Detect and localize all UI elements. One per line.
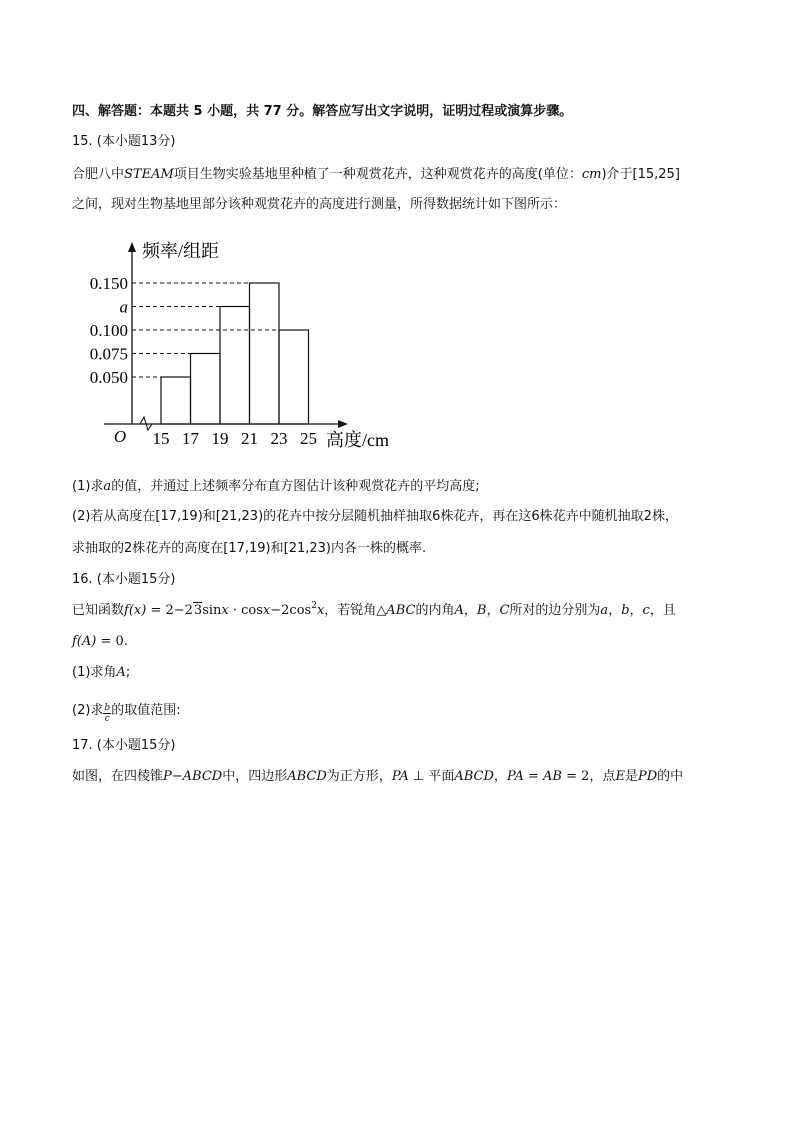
q15-text: 项目生物实验基地里种植了一种观赏花卉，这种观赏花卉的高度(单位： bbox=[173, 167, 582, 182]
q16-part1 bbox=[72, 664, 130, 682]
y-tick-label: 0.075 bbox=[89, 344, 128, 364]
q17-equation: PA = AB = bbox=[506, 769, 582, 784]
q16-eq: = 2−2 bbox=[146, 603, 193, 618]
q16-side-a: a bbox=[600, 603, 609, 618]
q16-sep: ， bbox=[608, 603, 622, 618]
y-axis-label: 频率/组距 bbox=[142, 241, 220, 261]
q16-sep: ， bbox=[463, 603, 477, 618]
q17-text: 中，四边形 bbox=[222, 769, 288, 784]
q17-pd: PD bbox=[637, 769, 658, 784]
sqrt-sign: 3 bbox=[193, 603, 203, 618]
q16-cos2: −2cos bbox=[270, 603, 312, 618]
histogram-bar bbox=[191, 354, 221, 425]
y-tick-label: 0.150 bbox=[89, 274, 128, 293]
q17-text: ， bbox=[493, 769, 507, 784]
histogram-bar bbox=[161, 377, 191, 424]
q17-line1 bbox=[72, 768, 683, 786]
y-tick-label: 0.050 bbox=[89, 368, 128, 387]
q16-text: 的取值范围: bbox=[111, 703, 181, 718]
fraction-numerator: b bbox=[104, 703, 111, 713]
q17-text: 为正方形， bbox=[326, 769, 392, 784]
q17-text: 是 bbox=[624, 769, 638, 784]
q16-triangle: △ABC bbox=[376, 603, 416, 618]
q16-x: x bbox=[262, 603, 271, 618]
q16-side-c: c bbox=[642, 603, 650, 618]
q16-sep: ， bbox=[629, 603, 643, 618]
histogram-bar bbox=[220, 307, 250, 425]
q17-pyramid: P−ABCD bbox=[163, 769, 223, 784]
q16-line1 bbox=[72, 602, 676, 620]
q17-text: 的中 bbox=[657, 769, 684, 784]
var-a: a bbox=[103, 479, 112, 494]
q16-text: (1)求角 bbox=[72, 665, 117, 680]
x-tick-label: 15 bbox=[152, 429, 170, 448]
x-tick-label: 17 bbox=[182, 429, 199, 448]
q15-text: 合肥八中 bbox=[72, 167, 125, 182]
q16-text: 已知函数 bbox=[72, 603, 125, 618]
q15-part2-line1: (2)若从高度在[17,19)和[21,23)的花卉中按分层随机抽样抽取6株花卉，再在这6株花卉中随机抽取2株， bbox=[72, 509, 678, 524]
q15-part2-line2: 求抽取的2株花卉的高度在[17,19)和[21,23)内各一株的概率. bbox=[72, 541, 427, 556]
q16-angle-c: C bbox=[499, 603, 510, 618]
q17-text: ，点 bbox=[589, 769, 616, 784]
q16-header: 16. (本小题15分) bbox=[72, 572, 176, 587]
q15-intro-line2: 之间，现对生物基地里部分该种观赏花卉的高度进行测量，所得数据统计如下图所示： bbox=[72, 197, 567, 212]
q16-square: 2 bbox=[311, 601, 317, 611]
q16-sin: sin bbox=[202, 603, 222, 618]
q15-unit: cm bbox=[581, 167, 602, 182]
q16-text: 的内角 bbox=[415, 603, 455, 618]
q17-two: 2 bbox=[581, 769, 590, 784]
q16-fA: f(A) bbox=[72, 634, 97, 649]
q15-steam: STEAM bbox=[124, 167, 174, 182]
q16-side-b: b bbox=[621, 603, 630, 618]
q17-quad: ABCD bbox=[287, 769, 327, 784]
x-tick-label: 23 bbox=[270, 429, 288, 448]
q17-pa: PA bbox=[391, 769, 409, 784]
frequency-histogram bbox=[80, 235, 400, 460]
histogram-bar bbox=[279, 330, 309, 424]
q17-perp: ⊥ 平面 bbox=[408, 769, 455, 784]
q16-fx: f(x) bbox=[124, 603, 147, 618]
q15-text: (1)求 bbox=[72, 479, 104, 494]
y-tick-label: a bbox=[119, 297, 128, 317]
histogram-bar bbox=[250, 283, 280, 424]
q17-plane: ABCD bbox=[454, 769, 494, 784]
fraction-denominator: c bbox=[104, 714, 110, 724]
q16-text: ，若锐角 bbox=[324, 603, 377, 618]
y-tick-label: 0.100 bbox=[89, 321, 128, 340]
q16-eq0: = 0. bbox=[96, 634, 128, 649]
q16-text: ; bbox=[125, 665, 131, 680]
q15-text: )介于[15,25] bbox=[601, 167, 680, 182]
q16-sep: ， bbox=[486, 603, 500, 618]
q16-text: (2)求 bbox=[72, 703, 104, 718]
q15-header: 15. (本小题13分) bbox=[72, 134, 176, 149]
q16-x: x bbox=[316, 603, 325, 618]
x-tick-label: 25 bbox=[300, 429, 317, 448]
y-axis-arrow bbox=[128, 242, 136, 252]
q16-part2 bbox=[72, 702, 181, 724]
q16-angle-a: A bbox=[116, 665, 126, 680]
q17-header: 17. (本小题15分) bbox=[72, 738, 176, 753]
x-tick-label: 21 bbox=[241, 429, 258, 448]
q16-angle-a: A bbox=[454, 603, 464, 618]
x-axis-label: 高度/cm bbox=[326, 430, 389, 450]
q16-line2 bbox=[72, 633, 128, 651]
q15-part1 bbox=[72, 478, 480, 496]
q15-text: 的值，并通过上述频率分布直方图估计该种观赏花卉的平均高度; bbox=[111, 479, 480, 494]
x-axis-arrow bbox=[338, 420, 348, 428]
q17-text: 如图，在四棱锥 bbox=[72, 769, 164, 784]
q17-point-e: E bbox=[615, 769, 625, 784]
origin-label: O bbox=[113, 427, 127, 446]
section-heading: 四、解答题：本题共 5 小题，共 77 分。解答应写出文字说明，证明过程或演算步骤。 bbox=[72, 104, 573, 119]
q16-x: x bbox=[221, 603, 229, 618]
x-tick-label: 19 bbox=[211, 429, 229, 448]
q16-text: 所对的边分别为 bbox=[509, 603, 601, 618]
q16-text: ，且 bbox=[649, 603, 676, 618]
q15-intro-line1 bbox=[72, 166, 680, 184]
q16-cos: · cos bbox=[228, 603, 263, 618]
q16-angle-b: B bbox=[476, 603, 487, 618]
